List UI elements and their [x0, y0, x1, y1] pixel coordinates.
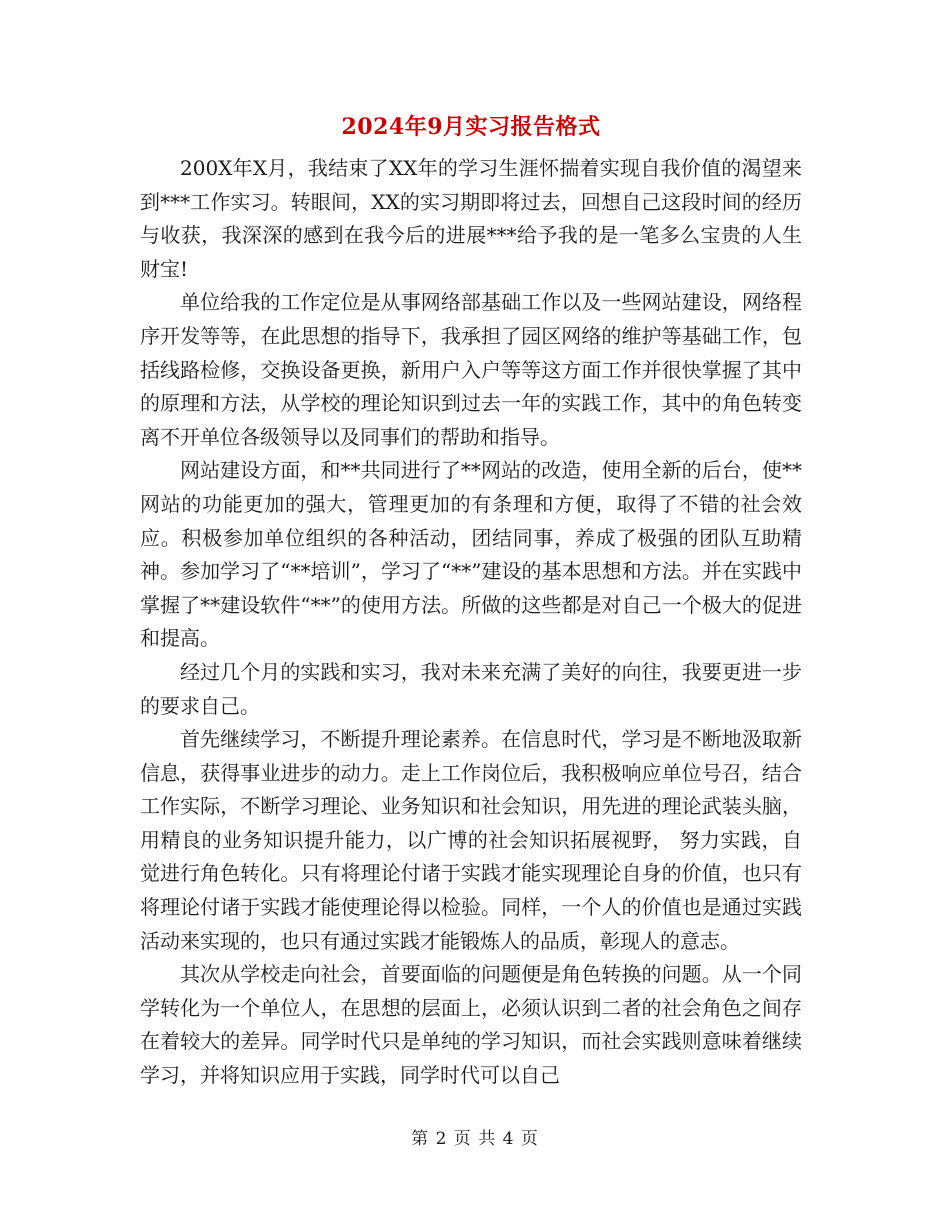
paragraph-website-building: 网站建设方面，和**共同进行了**网站的改造，使用全新的后台，使**网站的功能更加的强大，管理更加的有条理和方便，取得了不错的社会效应。积极参加单位组织的各种活动，团结同事，养成了极强的团队互助精神。参加学习了“**培训”，学习了“**”建设的基本思想和方法。并在实践中掌握了**建设软件“**”的使用方法。所做的这些都是对自己一个极大的促进和提高。: [140, 458, 802, 651]
paragraph-continue-learning: 首先继续学习，不断提升理论素养。在信息时代，学习是不断地汲取新信息，获得事业进步的动力。走上工作岗位后，我积极响应单位号召，结合工作实际，不断学习理论、业务知识和社会知识，用先进的理论武装头脑，用精良的业务知识提升能力，以广博的社会知识拓展视野， 努力实践，自觉进行角色转化。只有将理论付诸于实践才能实现理论自身的价值，也只有将理论付诸于实践才能使理论得以检验。同样，一个人的价值也是通过实践活动来实现的，也只有通过实践才能锻炼人的品质，彰现人的意志。: [140, 727, 802, 953]
paragraph-role-transition: 其次从学校走向社会，首要面临的问题便是角色转换的问题。从一个同学转化为一个单位人，在思想的层面上，必须认识到二者的社会角色之间存在着较大的差异。同学时代只是单纯的学习知识，而社会实践则意味着继续学习，并将知识应用于实践，同学时代可以自己: [140, 962, 802, 1088]
document-page: [140, 108, 802, 1093]
paragraph-intro: 200X年X月，我结束了XX年的学习生涯怀揣着实现自我价值的渴望来到***工作实习。转眼间，XX的实习期即将过去，回想自己这段时间的经历与收获，我深深的感到在我今后的进展***给予我的是一笔多么宝贵的人生财宝!: [140, 156, 802, 281]
page-number-footer: 第 2 页 共 4 页: [411, 1129, 539, 1149]
paragraph-work-position: 单位给我的工作定位是从事网络部基础工作以及一些网站建设，网络程序开发等等，在此思想的指导下，我承担了园区网络的维护等基础工作，包括线路检修，交换设备更换，新用户入户等等这方面工作并很快掌握了其中的原理和方法，从学校的理论知识到过去一年的实践工作，其中的角色转变离不开单位各级领导以及同事们的帮助和指导。: [140, 290, 802, 449]
document-title: 2024年9月实习报告格式: [341, 114, 601, 140]
paragraph-future-outlook: 经过几个月的实践和实习，我对未来充满了美好的向往，我要更进一步的要求自己。: [140, 659, 802, 718]
